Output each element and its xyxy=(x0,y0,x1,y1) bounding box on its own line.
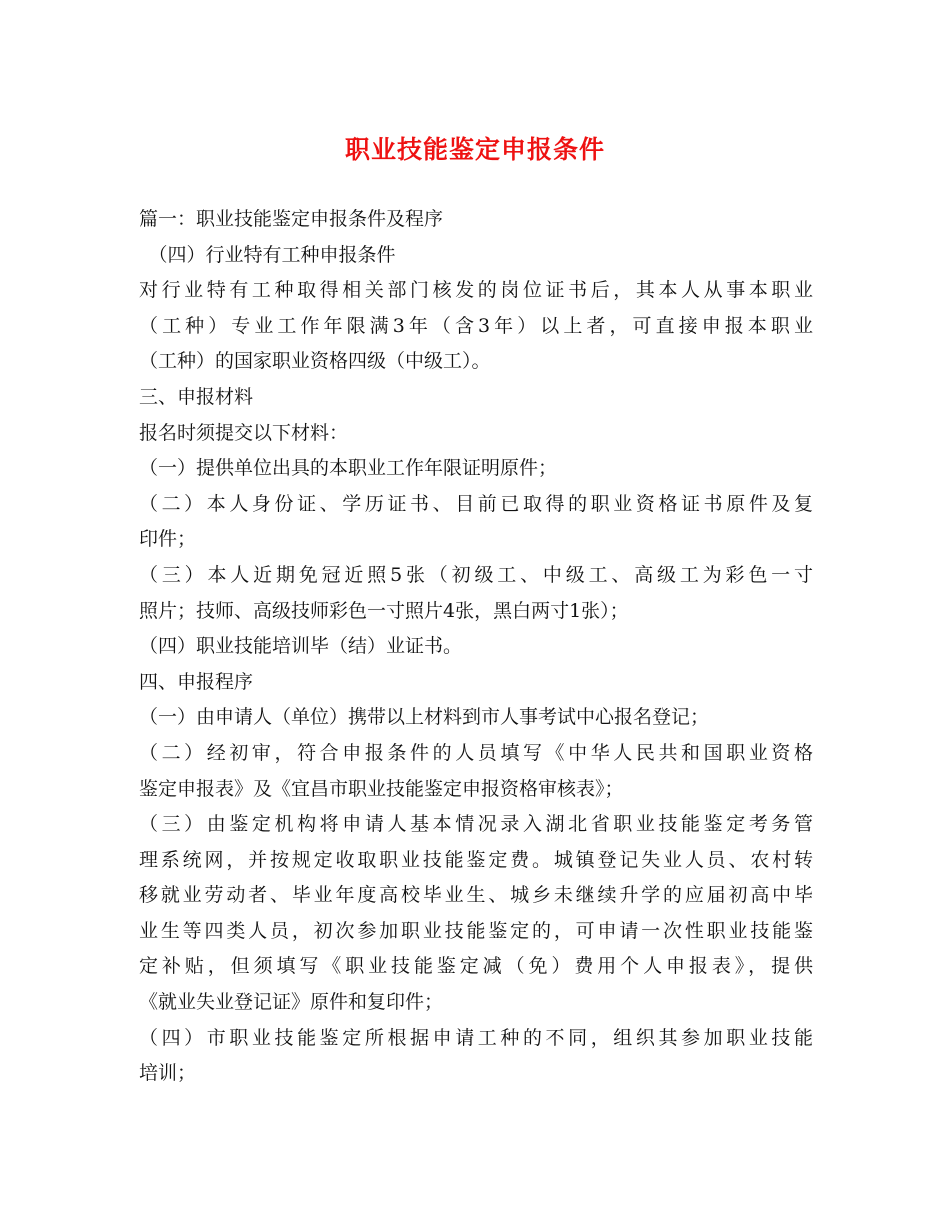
document-body xyxy=(139,202,813,1092)
text-line: （二）本人身份证、学历证书、目前已取得的职业资格证书原件及复 xyxy=(139,492,813,515)
text-line: 三、申报材料 xyxy=(139,385,254,408)
text-line: 照片；技师、高级技师彩色一寸照片4张，黑白两寸1张）； xyxy=(139,599,629,622)
text-line: 篇一：职业技能鉴定申报条件及程序 xyxy=(139,208,444,230)
text-line: （四）行业特有工种申报条件 xyxy=(139,243,396,266)
text-line: （四）职业技能培训毕（结）业证书。 xyxy=(139,635,463,658)
text-line: （四）市职业技能鉴定所根据申请工种的不同，组织其参加职业技能 xyxy=(139,1026,813,1049)
text-line: （三）由鉴定机构将申请人基本情况录入湖北省职业技能鉴定考务管 xyxy=(139,813,813,836)
text-line: （二）经初审，符合申报条件的人员填写《中华人民共和国职业资格 xyxy=(139,741,813,764)
text-line: （一）提供单位出具的本职业工作年限证明原件； xyxy=(139,457,558,480)
text-line: 定补贴，但须填写《职业技能鉴定减（免）费用个人申报表》，提供 xyxy=(139,955,813,978)
text-line: 印件； xyxy=(139,528,197,551)
text-line: 业生等四类人员，初次参加职业技能鉴定的，可申请一次性职业技能鉴 xyxy=(139,919,813,942)
text-line: （工种）的国家职业资格四级（中级工）。 xyxy=(139,350,491,373)
text-line: （工种）专业工作年限满3年（含3年）以上者，可直接申报本职业 xyxy=(139,314,813,337)
text-line: 对行业特有工种取得相关部门核发的岗位证书后，其本人从事本职业 xyxy=(139,279,813,302)
text-line: 培训； xyxy=(139,1062,197,1085)
text-line: 四、申报程序 xyxy=(139,670,254,693)
document-title: 职业技能鉴定申报条件 xyxy=(344,135,605,164)
text-line: 报名时须提交以下材料： xyxy=(139,421,349,444)
text-line: （一）由申请人（单位）携带以上材料到市人事考试中心报名登记； xyxy=(139,706,710,729)
text-line: 《就业失业登记证》原件和复印件； xyxy=(139,991,444,1014)
text-line: 理系统网，并按规定收取职业技能鉴定费。城镇登记失业人员、农村转 xyxy=(139,848,813,871)
text-line: 鉴定申报表》及《宜昌市职业技能鉴定申报资格审核表》； xyxy=(139,777,624,800)
text-line: 移就业劳动者、毕业年度高校毕业生、城乡未继续升学的应届初高中毕 xyxy=(139,884,813,907)
text-line: （三）本人近期免冠近照5张（初级工、中级工、高级工为彩色一寸 xyxy=(139,563,813,586)
